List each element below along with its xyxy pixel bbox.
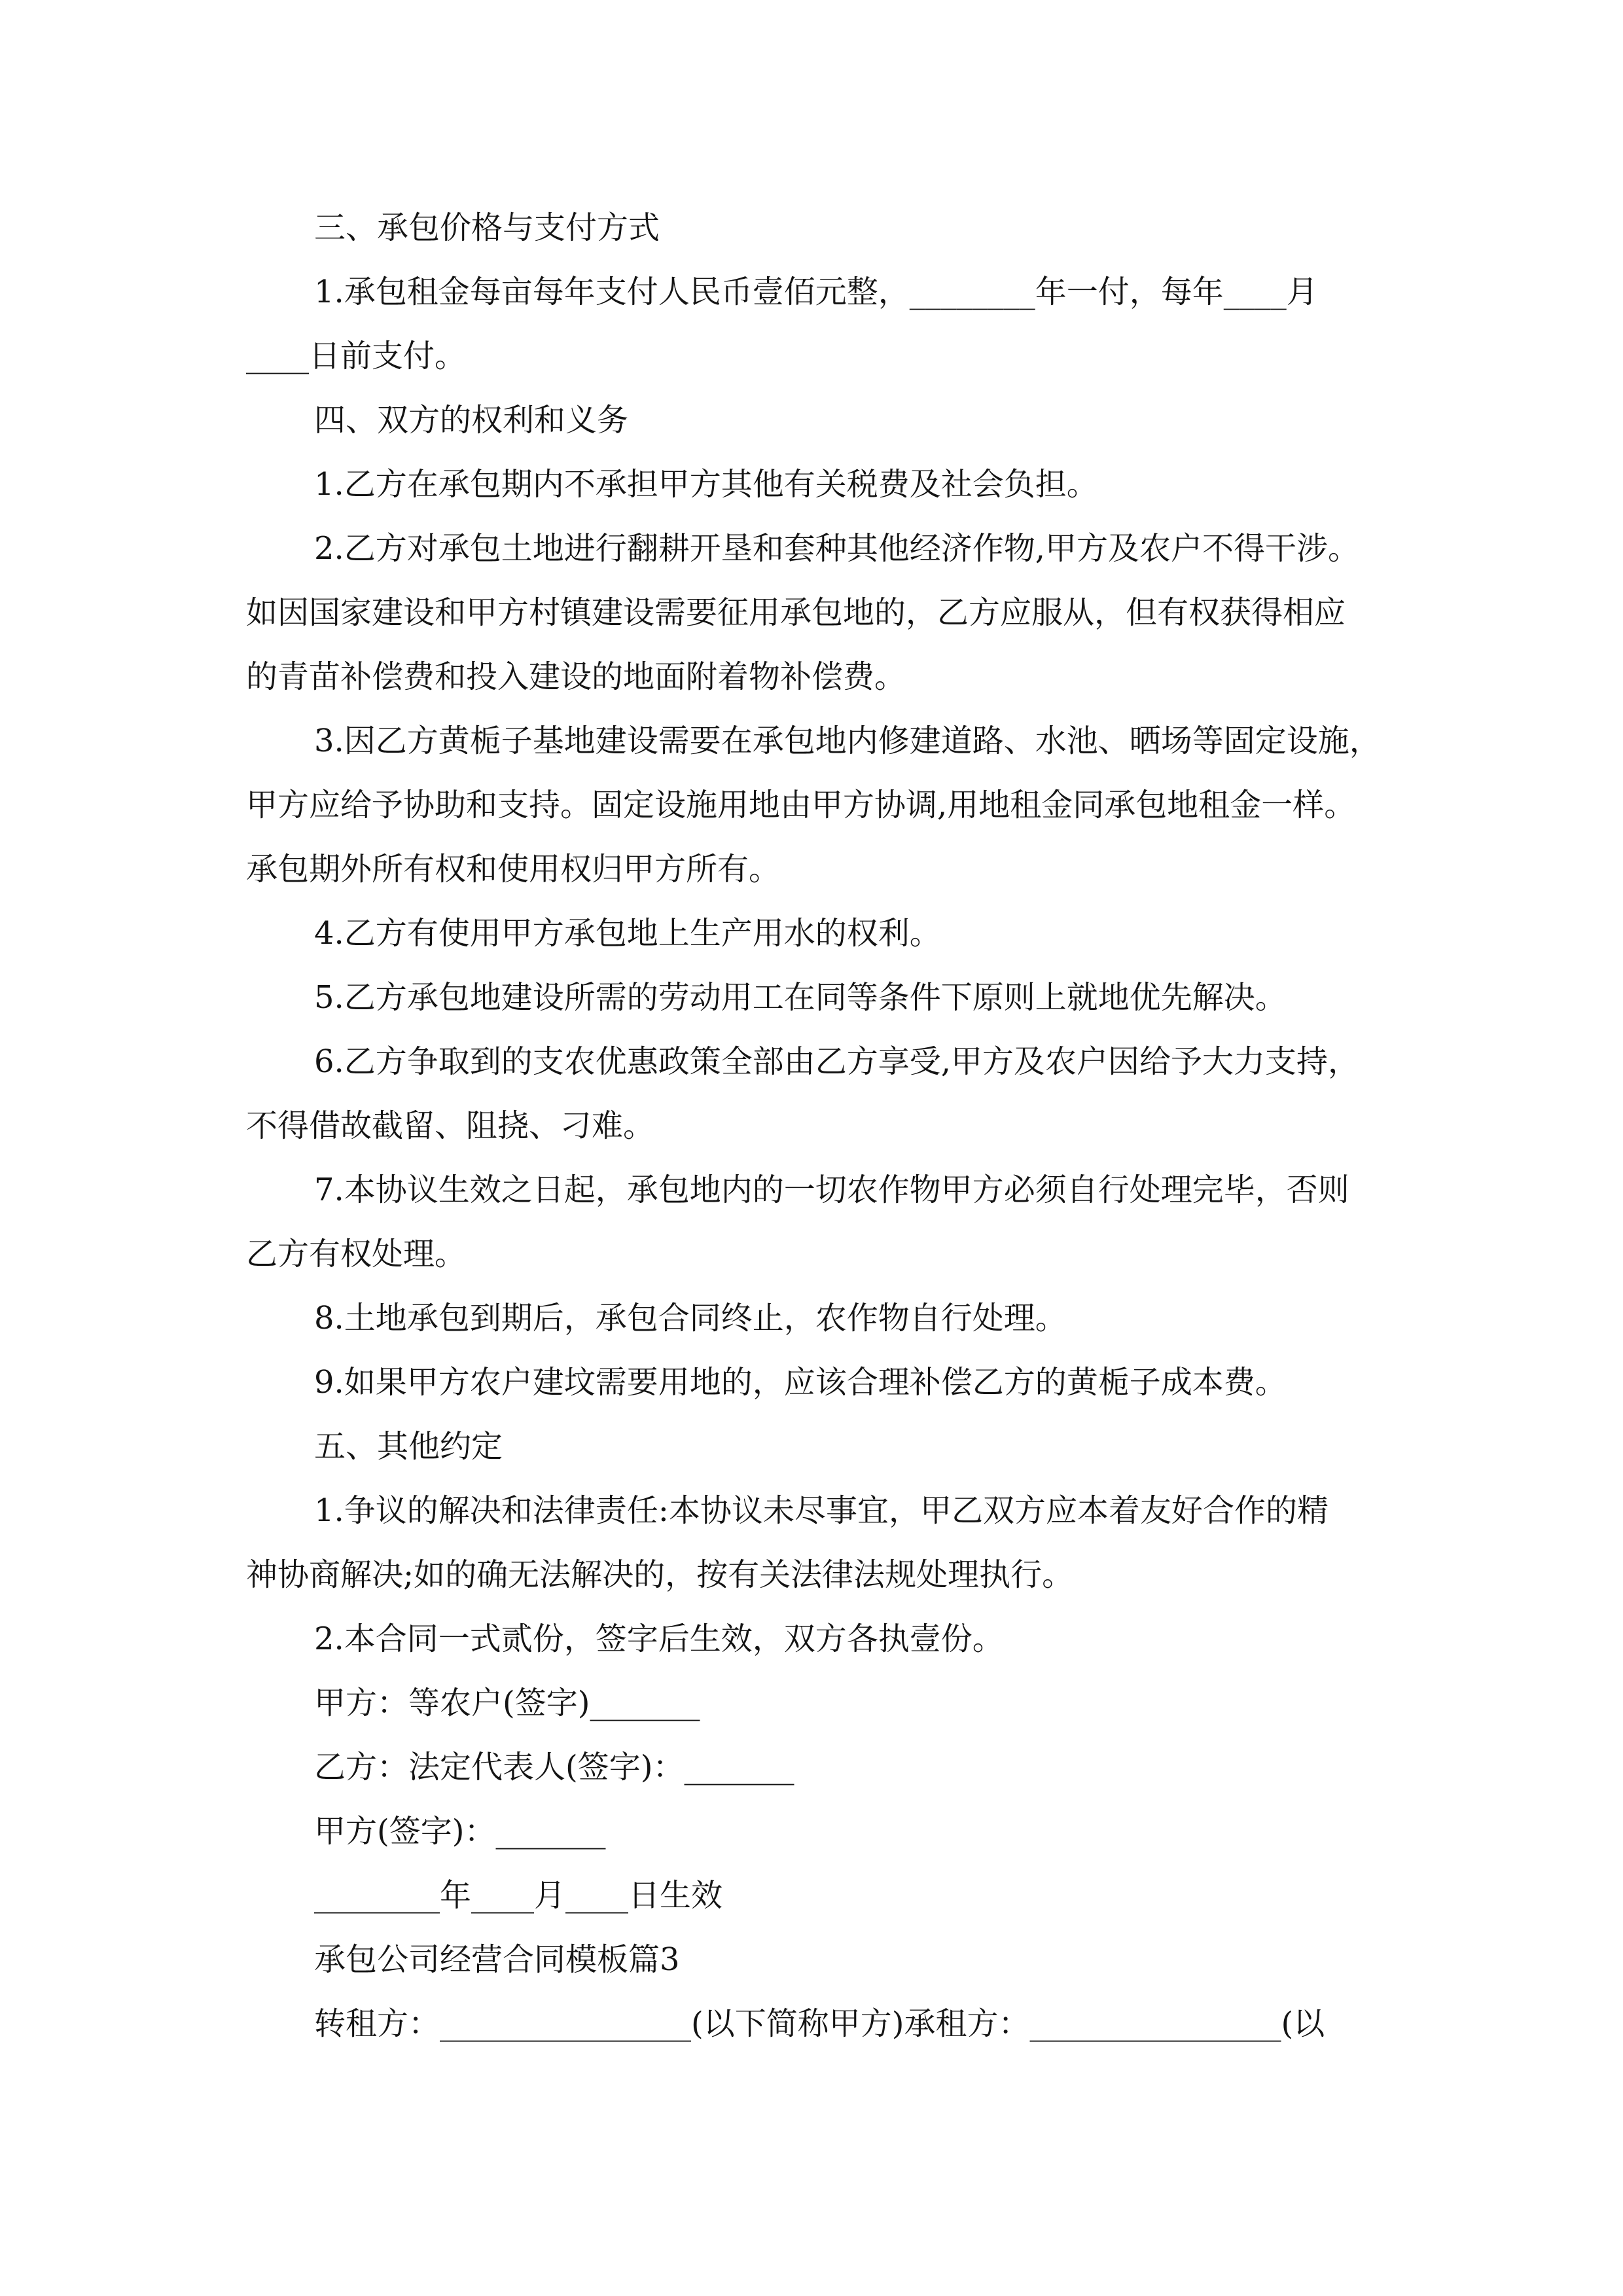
section4-item5: 5.乙方承包地建设所需的劳动用工在同等条件下原则上就地优先解决。	[314, 979, 1287, 1016]
trailing-text: (以	[1281, 2005, 1325, 2042]
effective-date: ________年____月____日生效	[314, 1877, 723, 1914]
section3-item1-line1: 1.承包租金每亩每年支付人民币壹佰元整，________年一付，每年____月	[314, 274, 1318, 310]
section4-item1: 1.乙方在承包期内不承担甲方其他有关税费及社会负担。	[314, 466, 1098, 503]
section3-heading: 三、承包价格与支付方式	[314, 209, 660, 246]
section4-item4: 4.乙方有使用甲方承包地上生产用水的权利。	[314, 915, 941, 952]
section4-item2-line2: 如因国家建设和甲方村镇建设需要征用承包地的，乙方应服从，但有权获得相应	[246, 594, 1346, 631]
lessee-blank: ________________	[1029, 2005, 1281, 2042]
signature-party-a: 甲方(签字)：_______	[314, 1813, 606, 1850]
section4-item6-line1: 6.乙方争取到的支农优惠政策全部由乙方享受,甲方及农户因给予大力支持，	[314, 1043, 1360, 1080]
section4-item2-line1: 2.乙方对承包土地进行翻耕开垦和套种其他经济作物,甲方及农户不得干涉。	[314, 530, 1360, 567]
section4-item9: 9.如果甲方农户建坟需要用地的，应该合理补偿乙方的黄栀子成本费。	[314, 1364, 1287, 1401]
next-section-title: 承包公司经营合同模板篇3	[314, 1941, 680, 1978]
section4-item3-line1: 3.因乙方黄栀子基地建设需要在承包地内修建道路、水池、晒场等固定设施，	[314, 723, 1381, 759]
section4-item8: 8.土地承包到期后，承包合同终止，农作物自行处理。	[314, 1300, 1067, 1336]
section4-item7-line2: 乙方有权处理。	[246, 1236, 467, 1272]
section5-item1-line2: 神协商解决;如的确无法解决的，按有关法律法规处理执行。	[246, 1556, 1074, 1593]
sublessor-suffix: (以下简称甲方)承租方：	[691, 2005, 1030, 2042]
sublessor-line	[314, 2004, 1325, 2043]
signature-party-a-farmers: 甲方：等农户(签字)_______	[314, 1685, 700, 1721]
sublessor-label: 转租方：	[314, 2005, 440, 2042]
sublessor-blank: ________________	[440, 2005, 692, 2042]
section4-item3-line2: 甲方应给予协助和支持。固定设施用地由甲方协调,用地租金同承包地租金一样。	[246, 787, 1356, 823]
section3-item1-line2: ____日前支付。	[246, 338, 467, 374]
section4-item2-line3: 的青苗补偿费和投入建设的地面附着物补偿费。	[246, 658, 906, 695]
section4-heading: 四、双方的权利和义务	[314, 402, 629, 439]
section4-item7-line1: 7.本协议生效之日起，承包地内的一切农作物甲方必须自行处理完毕，否则	[314, 1172, 1349, 1208]
signature-party-b-rep: 乙方：法定代表人(签字)：_______	[314, 1749, 794, 1785]
section4-item6-line2: 不得借故截留、阻挠、刁难。	[246, 1107, 655, 1144]
section5-item1-line1: 1.争议的解决和法律责任:本协议未尽事宜，甲乙双方应本着友好合作的精	[314, 1492, 1329, 1529]
section5-item2: 2.本合同一式贰份，签字后生效，双方各执壹份。	[314, 1621, 1004, 1657]
section4-item3-line3: 承包期外所有权和使用权归甲方所有。	[246, 851, 781, 888]
section5-heading: 五、其他约定	[314, 1428, 503, 1465]
